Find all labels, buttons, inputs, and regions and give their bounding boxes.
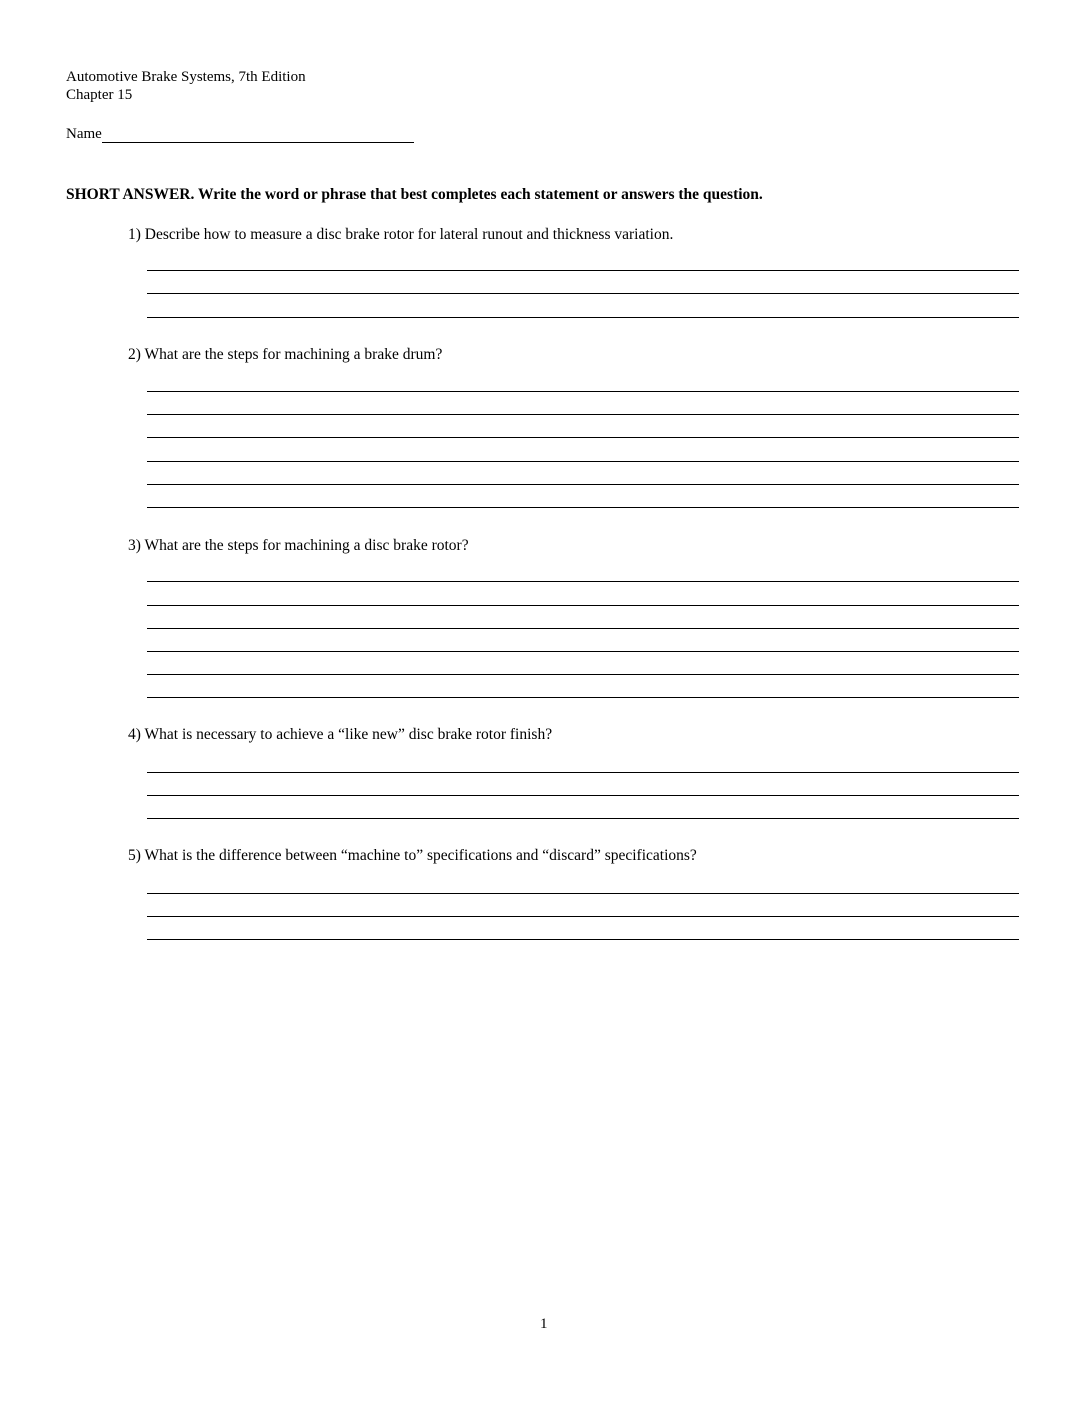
answer-line[interactable] [147, 939, 1019, 940]
question-4: 4) What is necessary to achieve a “like new” disc brake rotor finish? [128, 726, 553, 743]
answer-line[interactable] [147, 581, 1019, 582]
answer-line[interactable] [147, 605, 1019, 606]
answer-line[interactable] [147, 414, 1019, 415]
answer-line[interactable] [147, 391, 1019, 392]
name-line[interactable] [102, 128, 414, 143]
page-number: 1 [540, 1316, 548, 1332]
question-3: 3) What are the steps for machining a disc brake rotor? [128, 537, 469, 554]
answer-line[interactable] [147, 461, 1019, 462]
answer-line[interactable] [147, 437, 1019, 438]
answer-line[interactable] [147, 628, 1019, 629]
answer-line[interactable] [147, 674, 1019, 675]
answer-line[interactable] [147, 818, 1019, 819]
answer-line[interactable] [147, 507, 1019, 508]
question-2: 2) What are the steps for machining a brake drum? [128, 346, 443, 363]
question-1: 1) Describe how to measure a disc brake rotor for lateral runout and thickness variation. [128, 226, 674, 243]
answer-line[interactable] [147, 795, 1019, 796]
answer-line[interactable] [147, 772, 1019, 773]
chapter-label: Chapter 15 [66, 87, 133, 103]
name-field[interactable] [66, 126, 414, 143]
answer-line[interactable] [147, 916, 1019, 917]
answer-line[interactable] [147, 893, 1019, 894]
answer-line[interactable] [147, 270, 1019, 271]
answer-line[interactable] [147, 293, 1019, 294]
answer-line[interactable] [147, 651, 1019, 652]
question-5: 5) What is the difference between “machine to” specifications and “discard” specifications? [128, 847, 697, 864]
answer-line[interactable] [147, 317, 1019, 318]
answer-line[interactable] [147, 697, 1019, 698]
answer-line[interactable] [147, 484, 1019, 485]
name-label: Name [66, 126, 102, 142]
instructions: SHORT ANSWER. Write the word or phrase that best completes each statement or answers the question. [66, 186, 763, 203]
book-title: Automotive Brake Systems, 7th Edition [66, 69, 306, 85]
